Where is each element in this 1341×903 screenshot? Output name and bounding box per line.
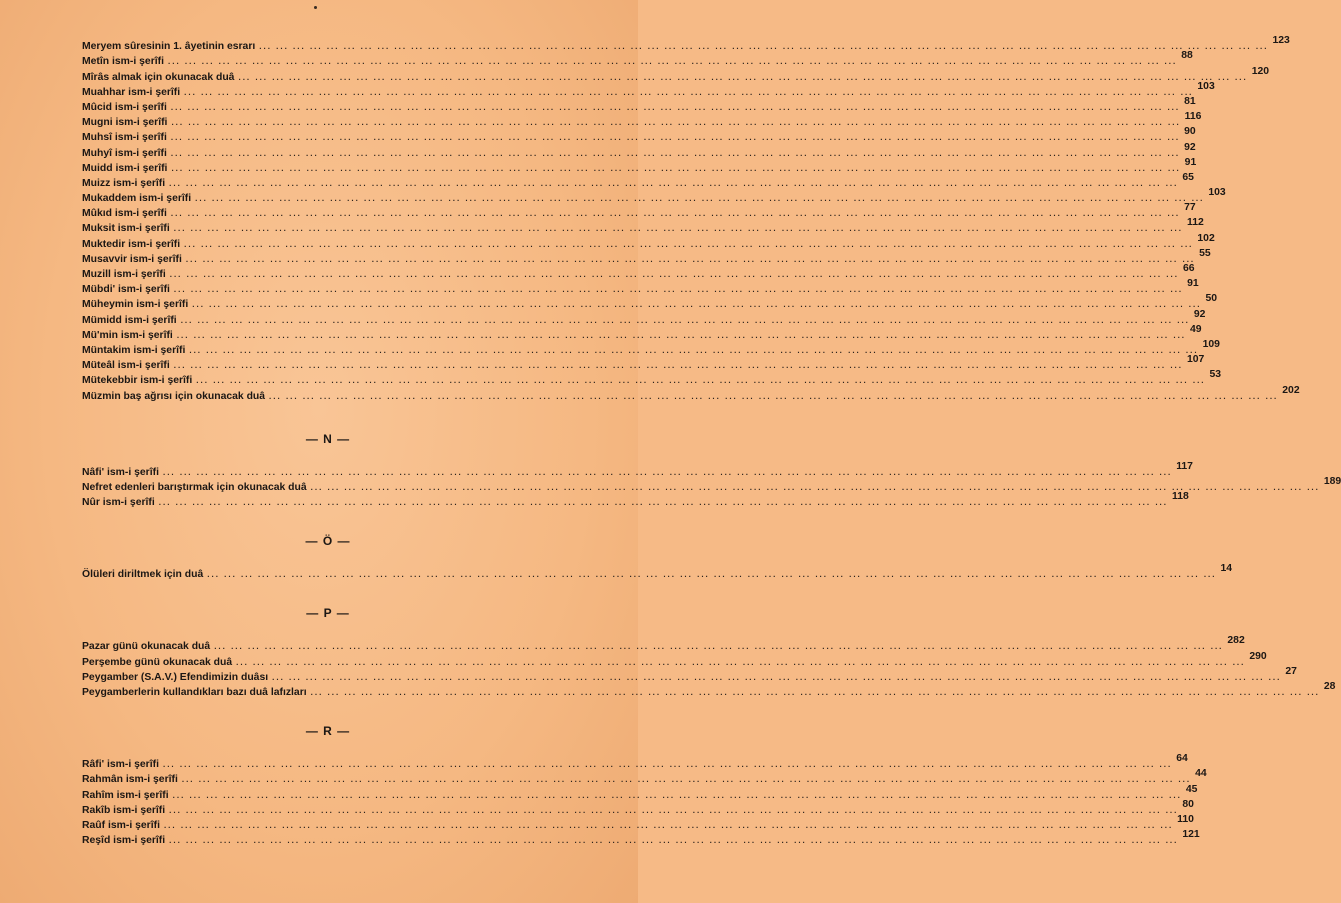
index-entry[interactable] bbox=[82, 354, 1205, 372]
dot-leader: ... ... ... ... ... ... ... ... ... ... ... ... ... ... ... ... ... ... ... ... ... ... ... ... ... ... ... ... ... ... ... ... ... ... ... ... ... ... ... ... ... ... ... ... ... ... ... ... ... ... ... ... ... ... ... ... ... ... ... ... bbox=[184, 87, 1194, 97]
index-entry[interactable] bbox=[82, 141, 1196, 159]
dot-leader: ... ... ... ... ... ... ... ... ... ... ... ... ... ... ... ... ... ... ... ... ... ... ... ... ... ... ... ... ... ... ... ... ... ... ... ... ... ... ... ... ... ... ... ... ... ... ... ... ... ... ... ... ... ... ... ... ... ... ... ... bbox=[181, 775, 1192, 785]
dot-leader: ... ... ... ... ... ... ... ... ... ... ... ... ... ... ... ... ... ... ... ... ... ... ... ... ... ... ... ... ... ... ... ... ... ... ... ... ... ... ... ... ... ... ... ... ... ... ... ... ... ... ... ... ... ... ... ... ... ... ... ... bbox=[168, 57, 1178, 67]
entry-label: Muzill ism-i şerîfi bbox=[82, 269, 166, 280]
dot-leader: ... ... ... ... ... ... ... ... ... ... ... ... ... ... ... ... ... ... ... ... ... ... ... ... ... ... ... ... ... ... ... ... ... ... ... ... ... ... ... ... ... ... ... ... ... ... ... ... ... ... ... ... ... ... ... ... ... ... ... ... bbox=[238, 72, 1248, 82]
page-number: 102 bbox=[1197, 232, 1215, 244]
dot-leader: ... ... ... ... ... ... ... ... ... ... ... ... ... ... ... ... ... ... ... ... ... ... ... ... ... ... ... ... ... ... ... ... ... ... ... ... ... ... ... ... ... ... ... ... ... ... ... ... ... ... ... ... ... ... ... ... ... ... ... ... bbox=[272, 672, 1282, 682]
entry-label: Müntakim ism-i şerîfi bbox=[82, 344, 186, 356]
dot-leader: ... ... ... ... ... ... ... ... ... ... ... ... ... ... ... ... ... ... ... ... ... ... ... ... ... ... ... ... ... ... ... ... ... ... ... ... ... ... ... ... ... ... ... ... ... ... ... ... ... ... ... ... ... ... ... ... ... ... ... ... bbox=[185, 254, 1196, 264]
entry-label: Müzmin baş ağrısı için okunacak duâ bbox=[82, 390, 266, 402]
index-entry[interactable] bbox=[82, 50, 1193, 68]
page-number: 189 bbox=[1323, 475, 1341, 487]
page-number: 88 bbox=[1181, 50, 1193, 62]
dot-leader: ... ... ... ... ... ... ... ... ... ... ... ... ... ... ... ... ... ... ... ... ... ... ... ... ... ... ... ... ... ... ... ... ... ... ... ... ... ... ... ... ... ... ... ... ... ... ... ... ... ... ... ... ... ... ... ... ... ... ... ... bbox=[195, 194, 1205, 204]
page-number: 65 bbox=[1182, 171, 1194, 183]
entry-label: Perşembe günü okunacak duâ bbox=[82, 656, 233, 668]
entry-label: Muktedir ism-i şerîfi bbox=[82, 238, 181, 250]
page-number: 282 bbox=[1227, 635, 1245, 647]
page-number: 116 bbox=[1184, 111, 1202, 123]
index-entry[interactable] bbox=[82, 156, 1197, 175]
entry-label: Metîn ism-i şerîfi bbox=[82, 56, 164, 68]
page-number: 202 bbox=[1282, 384, 1300, 396]
index-entry[interactable] bbox=[82, 829, 1200, 847]
entry-label: Mukaddem ism-i şerîfi bbox=[82, 193, 192, 205]
index-entry[interactable] bbox=[82, 681, 1336, 699]
index-entry[interactable] bbox=[82, 80, 1215, 99]
dot-leader: ... ... ... ... ... ... ... ... ... ... ... ... ... ... ... ... ... ... ... ... ... ... ... ... ... ... ... ... ... ... ... ... ... ... ... ... ... ... ... ... ... ... ... ... ... ... ... ... ... ... ... ... ... ... ... ... ... ... ... ... bbox=[162, 467, 1173, 477]
page-number: 117 bbox=[1176, 460, 1193, 472]
page-number: 110 bbox=[1177, 813, 1194, 825]
dot-leader: ... ... ... ... ... ... ... ... ... ... ... ... ... ... ... ... ... ... ... ... ... ... ... ... ... ... ... ... ... ... ... ... ... ... ... ... ... ... ... ... ... ... ... ... ... ... ... ... ... ... ... ... ... ... ... ... ... ... ... ... bbox=[169, 805, 1179, 815]
index-entry[interactable] bbox=[82, 263, 1195, 281]
page-number: 107 bbox=[1187, 354, 1205, 366]
page-number: 45 bbox=[1185, 783, 1198, 795]
page-number: 64 bbox=[1176, 753, 1188, 765]
dot-leader: ... ... ... ... ... ... ... ... ... ... ... ... ... ... ... ... ... ... ... ... ... ... ... ... ... ... ... ... ... ... ... ... ... ... ... ... ... ... ... ... ... ... ... ... ... ... ... ... ... ... ... ... ... ... ... ... ... ... ... ... bbox=[158, 498, 1168, 508]
section-header: — Ö — bbox=[305, 534, 351, 549]
page-number: 103 bbox=[1197, 80, 1215, 92]
entry-label: Rakîb ism-i şerîfi bbox=[82, 804, 166, 816]
entry-label: Mü'min ism-i şerîfi bbox=[82, 329, 173, 341]
page-number: 53 bbox=[1209, 369, 1222, 381]
index-entry[interactable] bbox=[82, 460, 1193, 479]
page-number: 49 bbox=[1190, 323, 1202, 335]
index-entry[interactable] bbox=[82, 35, 1290, 53]
dot-leader: ... ... ... ... ... ... ... ... ... ... ... ... ... ... ... ... ... ... ... ... ... ... ... ... ... ... ... ... ... ... ... ... ... ... ... ... ... ... ... ... ... ... ... ... ... ... ... ... ... ... ... ... ... ... ... ... ... ... ... ... bbox=[173, 361, 1183, 371]
index-list bbox=[82, 35, 1341, 847]
page-number: 81 bbox=[1184, 95, 1196, 107]
page-number: 112 bbox=[1187, 217, 1204, 229]
dot-leader: ... ... ... ... ... ... ... ... ... ... ... ... ... ... ... ... ... ... ... ... ... ... ... ... ... ... ... ... ... ... ... ... ... ... ... ... ... ... ... ... ... ... ... ... ... ... ... ... ... ... ... ... ... ... ... ... ... ... ... ... bbox=[162, 760, 1173, 770]
entry-label: Pazar günü okunacak duâ bbox=[82, 641, 211, 653]
dot-leader: ... ... ... ... ... ... ... ... ... ... ... ... ... ... ... ... ... ... ... ... ... ... ... ... ... ... ... ... ... ... ... ... ... ... ... ... ... ... ... ... ... ... ... ... ... ... ... ... ... ... ... ... ... ... ... ... ... ... ... ... bbox=[170, 148, 1181, 158]
index-entry[interactable] bbox=[82, 768, 1207, 786]
index-entry[interactable] bbox=[82, 308, 1206, 326]
entry-label: Musavvir ism-i şerîfi bbox=[82, 253, 182, 265]
index-entry[interactable] bbox=[82, 813, 1194, 832]
page-number: 28 bbox=[1323, 681, 1336, 692]
dot-leader: ... ... ... ... ... ... ... ... ... ... ... ... ... ... ... ... ... ... ... ... ... ... ... ... ... ... ... ... ... ... ... ... ... ... ... ... ... ... ... ... ... ... ... ... ... ... ... ... ... ... ... ... ... ... ... ... ... ... ... ... bbox=[171, 118, 1181, 128]
dot-leader: ... ... ... ... ... ... ... ... ... ... ... ... ... ... ... ... ... ... ... ... ... ... ... ... ... ... ... ... ... ... ... ... ... ... ... ... ... ... ... ... ... ... ... ... ... ... ... ... ... ... ... ... ... ... ... ... ... ... ... ... bbox=[214, 642, 1224, 652]
entry-label: Rahmân ism-i şerîfi bbox=[82, 774, 178, 786]
page-number: 14 bbox=[1220, 563, 1233, 575]
dot-leader: ... ... ... ... ... ... ... ... ... ... ... ... ... ... ... ... ... ... ... ... ... ... ... ... ... ... ... ... ... ... ... ... ... ... ... ... ... ... ... ... ... ... ... ... ... ... ... ... ... ... ... ... ... ... ... ... ... ... ... ... bbox=[310, 688, 1320, 697]
dot-leader: ... ... ... ... ... ... ... ... ... ... ... ... ... ... ... ... ... ... ... ... ... ... ... ... ... ... ... ... ... ... ... ... ... ... ... ... ... ... ... ... ... ... ... ... ... ... ... ... ... ... ... ... ... ... ... ... ... ... ... ... bbox=[236, 657, 1246, 667]
dot-leader: ... ... ... ... ... ... ... ... ... ... ... ... ... ... ... ... ... ... ... ... ... ... ... ... ... ... ... ... ... ... ... ... ... ... ... ... ... ... ... ... ... ... ... ... ... ... ... ... ... ... ... ... ... ... ... ... ... ... ... ... bbox=[180, 315, 1190, 325]
entry-label: Râfi' ism-i şerîfi bbox=[82, 759, 159, 771]
index-entry[interactable] bbox=[82, 753, 1188, 771]
index-entry[interactable] bbox=[82, 369, 1222, 387]
entry-label: Mütekebbir ism-i şerîfi bbox=[82, 375, 193, 387]
index-entry[interactable] bbox=[82, 111, 1202, 129]
section-header: — R — bbox=[305, 724, 351, 738]
index-entry[interactable] bbox=[82, 65, 1270, 83]
entry-label: Nâfi' ism-i şerîfi bbox=[82, 466, 159, 478]
index-entry[interactable] bbox=[82, 475, 1341, 494]
index-entry[interactable] bbox=[82, 95, 1196, 114]
ink-dot bbox=[314, 6, 317, 9]
dot-leader: ... ... ... ... ... ... ... ... ... ... ... ... ... ... ... ... ... ... ... ... ... ... ... ... ... ... ... ... ... ... ... ... ... ... ... ... ... ... ... ... ... ... ... ... ... ... ... ... ... ... ... ... ... ... ... ... ... ... ... ... bbox=[170, 102, 1181, 112]
index-entry[interactable] bbox=[82, 232, 1215, 250]
dot-leader: ... ... ... ... ... ... ... ... ... ... ... ... ... ... ... ... ... ... ... ... ... ... ... ... ... ... ... ... ... ... ... ... ... ... ... ... ... ... ... ... ... ... ... ... ... ... ... ... ... ... ... ... ... ... ... ... ... ... ... ... bbox=[172, 790, 1182, 800]
index-entry[interactable] bbox=[82, 217, 1204, 235]
dot-leader: ... ... ... ... ... ... ... ... ... ... ... ... ... ... ... ... ... ... ... ... ... ... ... ... ... ... ... ... ... ... ... ... ... ... ... ... ... ... ... ... ... ... ... ... ... ... ... ... ... ... ... ... ... ... ... ... ... ... ... ... bbox=[207, 570, 1217, 580]
entry-label: Muizz ism-i şerîfi bbox=[82, 177, 166, 189]
entry-label: Müteâl ism-i şerîfi bbox=[82, 360, 170, 372]
dot-leader: ... ... ... ... ... ... ... ... ... ... ... ... ... ... ... ... ... ... ... ... ... ... ... ... ... ... ... ... ... ... ... ... ... ... ... ... ... ... ... ... ... ... ... ... ... ... ... ... ... ... ... ... ... ... ... ... ... ... ... ... bbox=[176, 330, 1187, 340]
entry-label: Muhyî ism-i şerîfi bbox=[82, 147, 167, 159]
dot-leader: ... ... ... ... ... ... ... ... ... ... ... ... ... ... ... ... ... ... ... ... ... ... ... ... ... ... ... ... ... ... ... ... ... ... ... ... ... ... ... ... ... ... ... ... ... ... ... ... ... ... ... ... ... ... ... ... ... ... ... ... bbox=[189, 345, 1199, 355]
entry-label: Muhsî ism-i şerîfi bbox=[82, 132, 167, 144]
page-number: 91 bbox=[1184, 156, 1197, 168]
dot-leader: ... ... ... ... ... ... ... ... ... ... ... ... ... ... ... ... ... ... ... ... ... ... ... ... ... ... ... ... ... ... ... ... ... ... ... ... ... ... ... ... ... ... ... ... ... ... ... ... ... ... ... ... ... ... ... ... ... ... ... ... bbox=[173, 285, 1184, 295]
index-entry[interactable] bbox=[82, 171, 1194, 190]
entry-label: Mûkıd ism-i şerîfi bbox=[82, 208, 167, 220]
page-number: 109 bbox=[1202, 338, 1220, 350]
page-number: 120 bbox=[1251, 65, 1270, 77]
index-entry[interactable] bbox=[82, 338, 1220, 357]
dot-leader: ... ... ... ... ... ... ... ... ... ... ... ... ... ... ... ... ... ... ... ... ... ... ... ... ... ... ... ... ... ... ... ... ... ... ... ... ... ... ... ... ... ... ... ... ... ... ... ... ... ... ... ... ... ... ... ... ... ... ... ... bbox=[171, 163, 1181, 173]
index-entry[interactable] bbox=[82, 798, 1194, 817]
page-number: 90 bbox=[1184, 126, 1196, 138]
index-entry[interactable] bbox=[82, 491, 1189, 509]
index-entry[interactable] bbox=[82, 323, 1202, 342]
dot-leader: ... ... ... ... ... ... ... ... ... ... ... ... ... ... ... ... ... ... ... ... ... ... ... ... ... ... ... ... ... ... ... ... ... ... ... ... ... ... ... ... ... ... ... ... ... ... ... ... ... ... ... ... ... ... ... ... ... ... ... ... bbox=[169, 270, 1179, 279]
index-entry[interactable] bbox=[82, 650, 1267, 668]
entry-label: Muksit ism-i şerîfi bbox=[82, 223, 170, 235]
entry-label: Mümidd ism-i şerîfi bbox=[82, 314, 177, 326]
entry-label: Müheymin ism-i şerîfi bbox=[82, 299, 189, 311]
entry-label: Peygamber (S.A.V.) Efendimizin duâsı bbox=[82, 671, 269, 683]
entry-label: Mübdi' ism-i şerîfi bbox=[82, 284, 170, 296]
page-number: 290 bbox=[1249, 650, 1267, 662]
entry-label: Rahîm ism-i şerîfi bbox=[82, 789, 169, 801]
entry-label: Meryem sûresinin 1. âyetinin esrarı bbox=[82, 41, 256, 53]
dot-leader: ... ... ... ... ... ... ... ... ... ... ... ... ... ... ... ... ... ... ... ... ... ... ... ... ... ... ... ... ... ... ... ... ... ... ... ... ... ... ... ... ... ... ... ... ... ... ... ... ... ... ... ... ... ... ... ... ... ... ... ... bbox=[170, 133, 1181, 143]
dot-leader: ... ... ... ... ... ... ... ... ... ... ... ... ... ... ... ... ... ... ... ... ... ... ... ... ... ... ... ... ... ... ... ... ... ... ... ... ... ... ... ... ... ... ... ... ... ... ... ... ... ... ... ... ... ... ... ... ... ... ... ... bbox=[196, 376, 1206, 386]
entry-label: Mûcid ism-i şerîfi bbox=[82, 101, 167, 113]
index-entry[interactable] bbox=[82, 563, 1233, 581]
entry-label: Reşîd ism-i şerîfi bbox=[82, 835, 166, 847]
page-number: 92 bbox=[1193, 308, 1206, 320]
page-number: 118 bbox=[1171, 491, 1189, 503]
index-entry[interactable] bbox=[82, 187, 1226, 205]
entry-label: Muahhar ism-i şerîfi bbox=[82, 86, 181, 98]
page-number: 66 bbox=[1182, 263, 1195, 274]
dot-leader: ... ... ... ... ... ... ... ... ... ... ... ... ... ... ... ... ... ... ... ... ... ... ... ... ... ... ... ... ... ... ... ... ... ... ... ... ... ... ... ... ... ... ... ... ... ... ... ... ... ... ... ... ... ... ... ... ... ... ... ... bbox=[184, 239, 1194, 249]
index-entry[interactable] bbox=[82, 665, 1297, 684]
page-number: 77 bbox=[1184, 202, 1196, 214]
index-entry[interactable] bbox=[82, 126, 1196, 144]
section-header: — N — bbox=[305, 431, 351, 446]
dot-leader: ... ... ... ... ... ... ... ... ... ... ... ... ... ... ... ... ... ... ... ... ... ... ... ... ... ... ... ... ... ... ... ... ... ... ... ... ... ... ... ... ... ... ... ... ... ... ... ... ... ... ... ... ... ... ... ... ... ... ... ... bbox=[163, 820, 1174, 830]
page-number: 121 bbox=[1182, 829, 1200, 841]
index-entry[interactable] bbox=[82, 247, 1211, 266]
page-number: 55 bbox=[1199, 247, 1211, 259]
entry-label: Muidd ism-i şerîfi bbox=[82, 162, 168, 174]
entry-label: Raûf ism-i şerîfi bbox=[82, 819, 160, 831]
dot-leader: ... ... ... ... ... ... ... ... ... ... ... ... ... ... ... ... ... ... ... ... ... ... ... ... ... ... ... ... ... ... ... ... ... ... ... ... ... ... ... ... ... ... ... ... ... ... ... ... ... ... ... ... ... ... ... ... ... ... ... ... bbox=[269, 391, 1279, 401]
index-entry[interactable] bbox=[82, 278, 1199, 296]
entry-label: Mîrâs almak için okunacak duâ bbox=[82, 71, 235, 83]
dot-leader: ... ... ... ... ... ... ... ... ... ... ... ... ... ... ... ... ... ... ... ... ... ... ... ... ... ... ... ... ... ... ... ... ... ... ... ... ... ... ... ... ... ... ... ... ... ... ... ... ... ... ... ... ... ... ... ... ... ... ... ... bbox=[259, 42, 1269, 52]
page-number: 103 bbox=[1208, 187, 1226, 199]
page-number: 27 bbox=[1285, 665, 1297, 677]
index-entry[interactable] bbox=[82, 384, 1300, 402]
index-entry[interactable] bbox=[82, 202, 1196, 220]
entry-label: Ölüleri diriltmek için duâ bbox=[82, 569, 204, 581]
index-entry[interactable] bbox=[82, 783, 1198, 801]
page-number: 80 bbox=[1182, 798, 1194, 810]
dot-leader: ... ... ... ... ... ... ... ... ... ... ... ... ... ... ... ... ... ... ... ... ... ... ... ... ... ... ... ... ... ... ... ... ... ... ... ... ... ... ... ... ... ... ... ... ... ... ... ... ... ... ... ... ... ... ... ... ... ... ... ... bbox=[169, 178, 1179, 188]
index-entry[interactable] bbox=[82, 293, 1218, 311]
page-number: 50 bbox=[1205, 293, 1218, 305]
page-number: 44 bbox=[1195, 768, 1207, 780]
page-number: 92 bbox=[1184, 141, 1196, 153]
dot-leader: ... ... ... ... ... ... ... ... ... ... ... ... ... ... ... ... ... ... ... ... ... ... ... ... ... ... ... ... ... ... ... ... ... ... ... ... ... ... ... ... ... ... ... ... ... ... ... ... ... ... ... ... ... ... ... ... ... ... ... ... bbox=[169, 836, 1179, 846]
entry-label: Nûr ism-i şerîfi bbox=[82, 497, 155, 509]
page-number: 123 bbox=[1272, 35, 1290, 47]
section-header: — P — bbox=[306, 606, 350, 621]
entry-label: Peygamberlerin kullandıkları bazı duâ lafızları bbox=[82, 687, 307, 698]
dot-leader: ... ... ... ... ... ... ... ... ... ... ... ... ... ... ... ... ... ... ... ... ... ... ... ... ... ... ... ... ... ... ... ... ... ... ... ... ... ... ... ... ... ... ... ... ... ... ... ... ... ... ... ... ... ... ... ... ... ... ... ... bbox=[170, 209, 1181, 219]
entry-label: Mugni ism-i şerîfi bbox=[82, 117, 168, 129]
dot-leader: ... ... ... ... ... ... ... ... ... ... ... ... ... ... ... ... ... ... ... ... ... ... ... ... ... ... ... ... ... ... ... ... ... ... ... ... ... ... ... ... ... ... ... ... ... ... ... ... ... ... ... ... ... ... ... ... ... ... ... ... bbox=[173, 224, 1183, 234]
index-entry[interactable] bbox=[82, 635, 1245, 653]
dot-leader: ... ... ... ... ... ... ... ... ... ... ... ... ... ... ... ... ... ... ... ... ... ... ... ... ... ... ... ... ... ... ... ... ... ... ... ... ... ... ... ... ... ... ... ... ... ... ... ... ... ... ... ... ... ... ... ... ... ... ... ... bbox=[192, 300, 1202, 310]
entry-label: Nefret edenleri barıştırmak için okunacak duâ bbox=[82, 481, 307, 493]
page-number: 91 bbox=[1187, 278, 1199, 290]
dot-leader: ... ... ... ... ... ... ... ... ... ... ... ... ... ... ... ... ... ... ... ... ... ... ... ... ... ... ... ... ... ... ... ... ... ... ... ... ... ... ... ... ... ... ... ... ... ... ... ... ... ... ... ... ... ... ... ... ... ... ... ... bbox=[310, 482, 1320, 492]
